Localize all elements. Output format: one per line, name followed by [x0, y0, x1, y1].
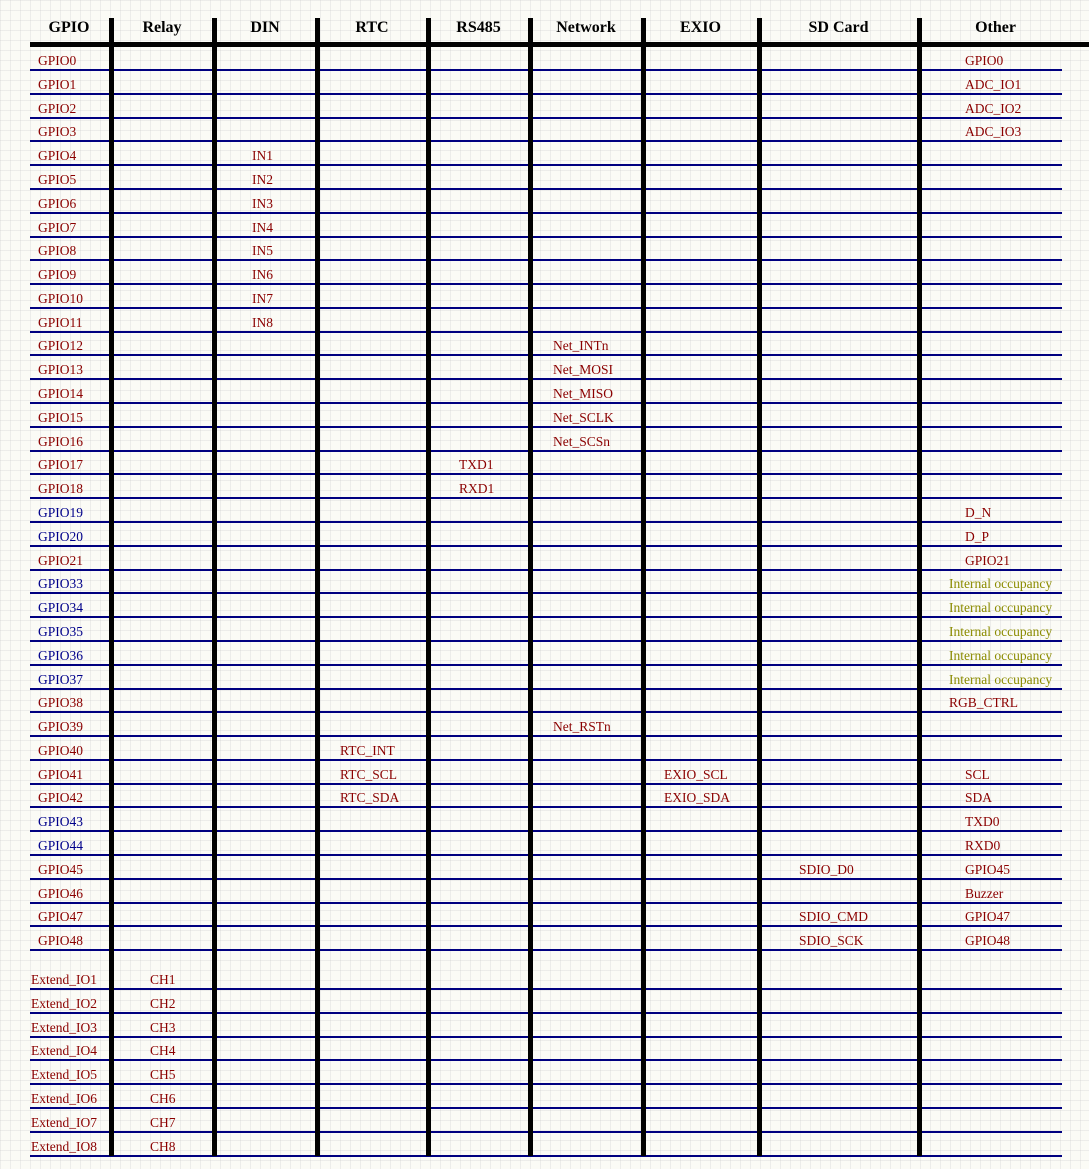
row-divider	[30, 925, 1062, 927]
gpio-pin-label: GPIO6	[38, 196, 77, 211]
column-separator	[426, 18, 431, 1156]
gpio-pin-label: GPIO41	[38, 767, 84, 782]
row-divider	[30, 1155, 1062, 1157]
column-header-sd-card: SD Card	[808, 19, 869, 36]
row-divider	[30, 521, 1062, 523]
din-signal-label: IN1	[252, 148, 273, 163]
other-function-label: ADC_IO1	[965, 77, 1022, 92]
other-function-label: GPIO47	[965, 909, 1011, 924]
din-signal-label: IN7	[252, 291, 273, 306]
sd-signal-label: SDIO_SCK	[799, 933, 864, 948]
column-header-din: DIN	[250, 19, 280, 36]
row-divider	[30, 497, 1062, 499]
relay-channel-label: CH7	[150, 1115, 176, 1130]
gpio-pin-label: GPIO48	[38, 933, 84, 948]
extend-io-label: Extend_IO6	[31, 1091, 97, 1106]
row-divider	[30, 806, 1062, 808]
gpio-pin-label: GPIO17	[38, 457, 84, 472]
column-header-relay: Relay	[142, 19, 182, 36]
other-function-label: Internal occupancy	[949, 648, 1053, 663]
row-divider	[30, 283, 1062, 285]
gpio-pin-label: GPIO44	[38, 838, 84, 853]
row-divider	[30, 1083, 1062, 1085]
row-divider	[30, 331, 1062, 333]
gpio-pin-label: GPIO1	[38, 77, 77, 92]
row-divider	[30, 1131, 1062, 1133]
gpio-pin-label: GPIO42	[38, 790, 84, 805]
relay-channel-label: CH2	[150, 996, 176, 1011]
other-function-label: ADC_IO2	[965, 101, 1022, 116]
extend-io-label: Extend_IO3	[31, 1020, 97, 1035]
gpio-pin-label: GPIO5	[38, 172, 77, 187]
other-function-label: D_N	[965, 505, 992, 520]
rtc-signal-label: RTC_INT	[340, 743, 395, 758]
column-separator	[315, 18, 320, 1156]
column-separator	[757, 18, 762, 1156]
other-function-label: SDA	[965, 790, 993, 805]
rtc-signal-label: RTC_SCL	[340, 767, 397, 782]
column-header-rtc: RTC	[355, 19, 389, 36]
other-function-label: Internal occupancy	[949, 624, 1053, 639]
row-divider	[30, 569, 1062, 571]
extend-io-label: Extend_IO2	[31, 996, 97, 1011]
row-divider	[30, 878, 1062, 880]
row-divider	[30, 69, 1062, 71]
din-signal-label: IN8	[252, 315, 273, 330]
gpio-pin-label: GPIO36	[38, 648, 84, 663]
row-divider	[30, 664, 1062, 666]
other-function-label: Internal occupancy	[949, 600, 1053, 615]
other-function-label: ADC_IO3	[965, 124, 1022, 139]
gpio-pin-label: GPIO11	[38, 315, 83, 330]
row-divider	[30, 830, 1062, 832]
other-function-label: GPIO48	[965, 933, 1011, 948]
row-divider	[30, 988, 1062, 990]
column-header-gpio: GPIO	[48, 19, 90, 36]
row-divider	[30, 307, 1062, 309]
other-function-label: GPIO45	[965, 862, 1011, 877]
gpio-pin-label: GPIO45	[38, 862, 84, 877]
din-signal-label: IN4	[252, 220, 273, 235]
gpio-pin-label: GPIO43	[38, 814, 84, 829]
other-function-label: SCL	[965, 767, 990, 782]
other-function-label: Buzzer	[965, 886, 1004, 901]
other-function-label: RGB_CTRL	[949, 695, 1019, 710]
network-signal-label: Net_SCSn	[553, 434, 611, 449]
row-divider	[30, 592, 1062, 594]
column-separator	[212, 18, 217, 1156]
column-separator	[528, 18, 533, 1156]
rs485-signal-label: TXD1	[459, 457, 494, 472]
gpio-pin-label: GPIO3	[38, 124, 77, 139]
gpio-pin-label: GPIO9	[38, 267, 77, 282]
column-separator	[109, 18, 114, 1156]
row-divider	[30, 1012, 1062, 1014]
column-separator	[641, 18, 646, 1156]
gpio-pin-label: GPIO7	[38, 220, 77, 235]
row-divider	[30, 450, 1062, 452]
column-header-exio: EXIO	[680, 19, 721, 36]
din-signal-label: IN5	[252, 243, 273, 258]
row-divider	[30, 545, 1062, 547]
gpio-pin-label: GPIO18	[38, 481, 84, 496]
gpio-pin-label: GPIO19	[38, 505, 84, 520]
gpio-pin-label: GPIO20	[38, 529, 84, 544]
row-divider	[30, 378, 1062, 380]
gpio-pin-label: GPIO38	[38, 695, 84, 710]
din-signal-label: IN3	[252, 196, 273, 211]
row-divider	[30, 236, 1062, 238]
column-header-other: Other	[975, 19, 1016, 36]
relay-channel-label: CH4	[150, 1043, 176, 1058]
gpio-pin-label: GPIO13	[38, 362, 84, 377]
network-signal-label: Net_INTn	[553, 338, 609, 353]
network-signal-label: Net_RSTn	[553, 719, 611, 734]
row-divider	[30, 188, 1062, 190]
other-function-label: GPIO0	[965, 53, 1004, 68]
row-divider	[30, 735, 1062, 737]
row-divider	[30, 783, 1062, 785]
other-function-label: Internal occupancy	[949, 672, 1053, 687]
other-function-label: RXD0	[965, 838, 1001, 853]
row-divider	[30, 402, 1062, 404]
row-divider	[30, 140, 1062, 142]
row-divider	[30, 902, 1062, 904]
network-signal-label: Net_MOSI	[553, 362, 613, 377]
exio-signal-label: EXIO_SDA	[664, 790, 730, 805]
extend-io-label: Extend_IO7	[31, 1115, 97, 1130]
row-divider	[30, 354, 1062, 356]
din-signal-label: IN2	[252, 172, 273, 187]
relay-channel-label: CH5	[150, 1067, 176, 1082]
row-divider	[30, 473, 1062, 475]
row-divider	[30, 616, 1062, 618]
gpio-pin-label: GPIO47	[38, 909, 84, 924]
network-signal-label: Net_SCLK	[553, 410, 614, 425]
row-divider	[30, 640, 1062, 642]
row-divider	[30, 711, 1062, 713]
other-function-label: TXD0	[965, 814, 1000, 829]
sd-signal-label: SDIO_D0	[799, 862, 854, 877]
relay-channel-label: CH8	[150, 1139, 176, 1154]
row-divider	[30, 426, 1062, 428]
row-divider	[30, 1036, 1062, 1038]
gpio-pin-label: GPIO15	[38, 410, 84, 425]
header-rule	[30, 42, 1089, 47]
row-divider	[30, 164, 1062, 166]
other-function-label: Internal occupancy	[949, 576, 1053, 591]
gpio-pin-label: GPIO8	[38, 243, 77, 258]
rtc-signal-label: RTC_SDA	[340, 790, 400, 805]
row-divider	[30, 212, 1062, 214]
gpio-pin-label: GPIO10	[38, 291, 84, 306]
gpio-pin-label: GPIO2	[38, 101, 77, 116]
row-divider	[30, 259, 1062, 261]
gpio-pin-label: GPIO21	[38, 553, 84, 568]
gpio-pin-label: GPIO33	[38, 576, 84, 591]
relay-channel-label: CH1	[150, 972, 176, 987]
extend-io-label: Extend_IO4	[31, 1043, 97, 1058]
gpio-pin-label: GPIO14	[38, 386, 84, 401]
gpio-pin-label: GPIO37	[38, 672, 84, 687]
column-separator	[917, 18, 922, 1156]
extend-io-label: Extend_IO5	[31, 1067, 97, 1082]
other-function-label: D_P	[965, 529, 990, 544]
row-divider	[30, 688, 1062, 690]
column-header-network: Network	[556, 19, 616, 36]
extend-io-label: Extend_IO1	[31, 972, 97, 987]
sd-signal-label: SDIO_CMD	[799, 909, 869, 924]
row-divider	[30, 949, 1062, 951]
gpio-pin-label: GPIO0	[38, 53, 77, 68]
row-divider	[30, 759, 1062, 761]
network-signal-label: Net_MISO	[553, 386, 613, 401]
row-divider	[30, 854, 1062, 856]
gpio-pin-label: GPIO12	[38, 338, 84, 353]
din-signal-label: IN6	[252, 267, 273, 282]
row-divider	[30, 117, 1062, 119]
row-divider	[30, 1059, 1062, 1061]
column-header-rs485: RS485	[456, 19, 501, 36]
gpio-pin-label: GPIO4	[38, 148, 77, 163]
gpio-pin-label: GPIO40	[38, 743, 84, 758]
gpio-pin-label: GPIO35	[38, 624, 84, 639]
extend-io-label: Extend_IO8	[31, 1139, 97, 1154]
rs485-signal-label: RXD1	[459, 481, 495, 496]
row-divider	[30, 93, 1062, 95]
relay-channel-label: CH6	[150, 1091, 176, 1106]
gpio-pin-label: GPIO34	[38, 600, 84, 615]
other-function-label: GPIO21	[965, 553, 1011, 568]
gpio-pin-label: GPIO39	[38, 719, 84, 734]
gpio-pin-label: GPIO16	[38, 434, 84, 449]
relay-channel-label: CH3	[150, 1020, 176, 1035]
gpio-pin-label: GPIO46	[38, 886, 84, 901]
exio-signal-label: EXIO_SCL	[664, 767, 728, 782]
row-divider	[30, 1107, 1062, 1109]
